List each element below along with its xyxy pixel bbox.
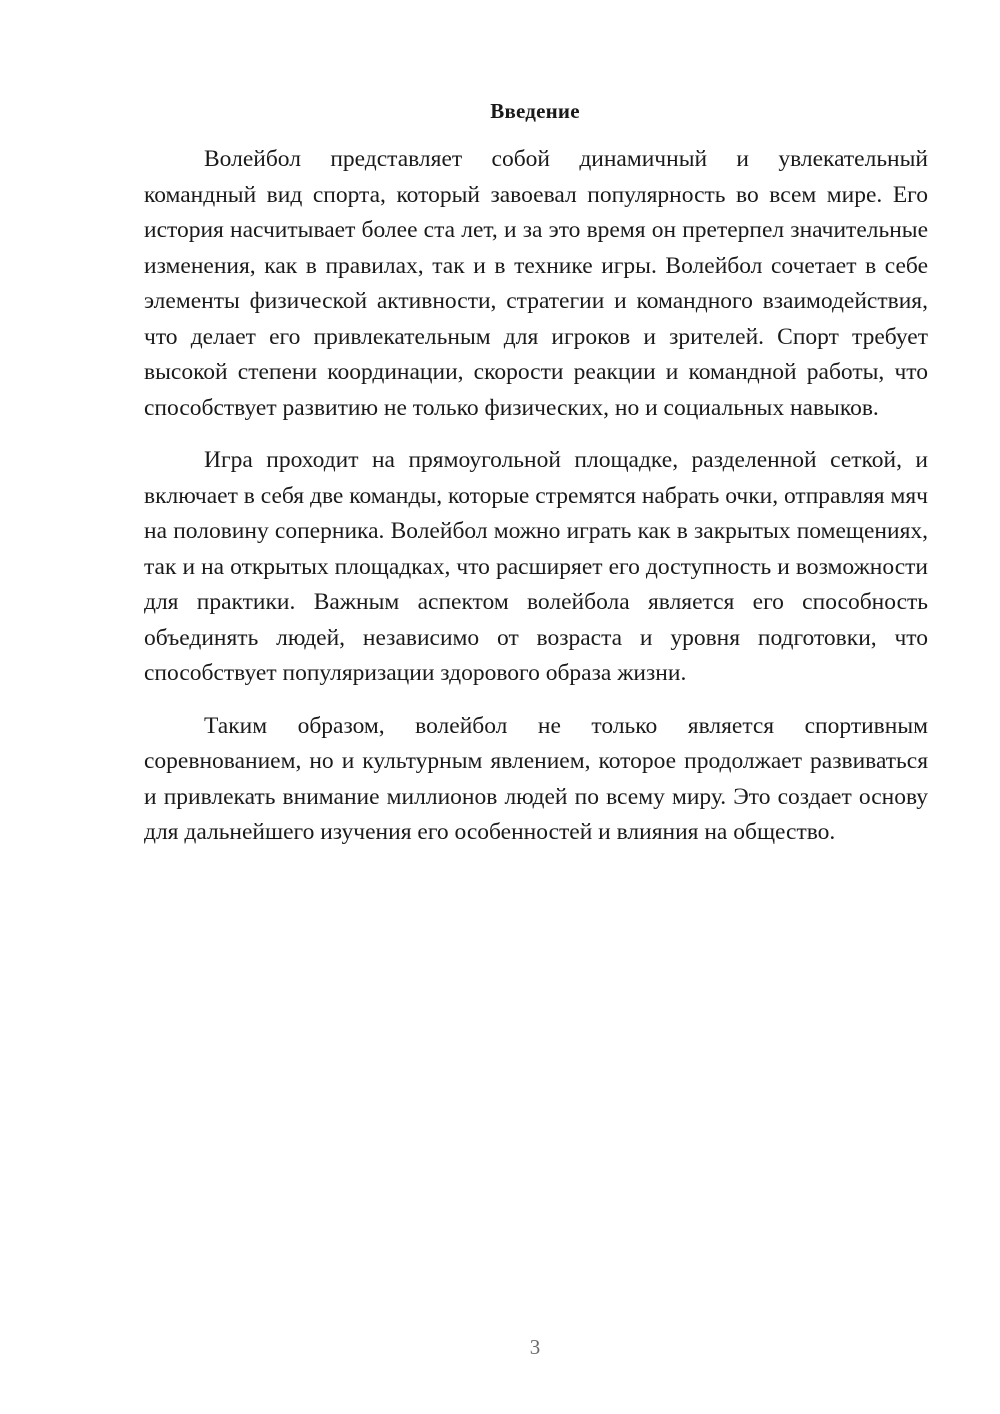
page-number: 3	[529, 1335, 541, 1359]
body-text	[144, 142, 928, 868]
paragraph-1: Волейбол представляет собой динамичный и увлекательный командный вид спорта, который завоевал популярность во всем мире. Его история насчитывает более ста лет, и за это время он претерпел значительные изменения, как в правилах, так и в технике игры. Волейбол сочетает в себе элементы физической активности, стратегии и командного взаимодействия, что делает его привлекательным для игроков и зрителей. Спорт требует высокой степени координации, скорости реакции и командной работы, что способствует развитию не только физических, но и социальных навыков.	[144, 146, 928, 421]
section-heading: Введение	[490, 99, 580, 123]
paragraph-2: Игра проходит на прямоугольной площадке, разделенной сеткой, и включает в себя две команды, которые стремятся набрать очки, отправляя мяч на половину соперника. Волейбол можно играть как в закрытых помещениях, так и на открытых площадках, что расширяет его доступность и возможности для практики. Важным аспектом волейбола является его способность объединять людей, независимо от возраста и уровня подготовки, что способствует популяризации здорового образа жизни.	[144, 447, 928, 686]
paragraph-3: Таким образом, волейбол не только является спортивным соревнованием, но и культурным явлением, которое продолжает развиваться и привлекать внимание миллионов людей по всему миру. Это создает основу для дальнейшего изучения его особенностей и влияния на общество.	[144, 712, 928, 845]
